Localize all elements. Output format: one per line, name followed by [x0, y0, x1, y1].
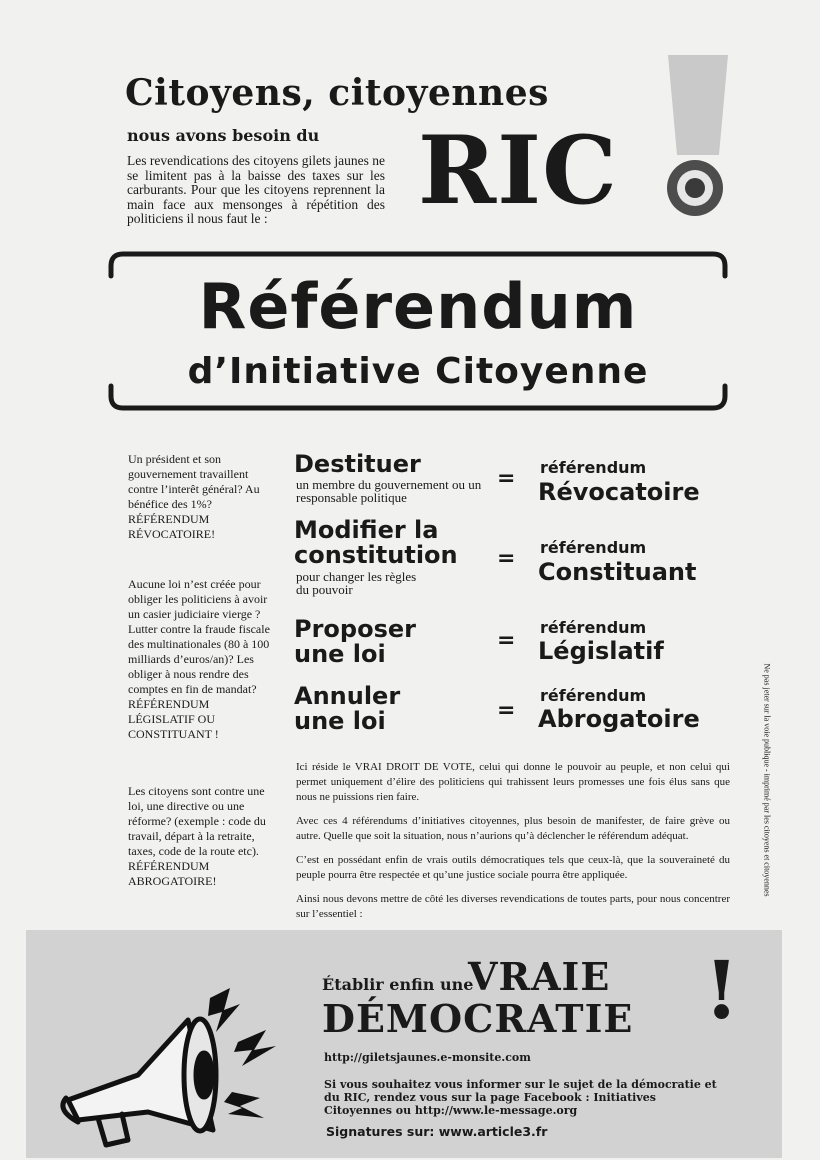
paragraph: Avec ces 4 référendums d’initiatives citoyennes, plus besoin de manifester, de faire grève ou autre. Quelle que soit la situation, nous n’aurions qu’à déclencher le référendum adéquat. — [296, 815, 730, 842]
subhead: nous avons besoin du — [127, 126, 320, 145]
banner-vraie: VRAIE — [468, 954, 611, 999]
vertical-note — [752, 650, 782, 910]
row-type-constituant: Constituant — [538, 558, 697, 586]
ric-title: RIC — [418, 116, 618, 226]
row-type-legislatif: Législatif — [538, 637, 664, 665]
row-detail-modifier: pour changer les règles du pouvoir — [296, 569, 417, 597]
signatures-link[interactable]: Signatures sur: www.article3.fr — [326, 1124, 548, 1139]
intro-text: Les revendications des citoyens gilets jaunes ne se limitent pas à la baisse des taxes sur les carburants. Pour que les citoyens reprennent la main face aux mensonges à répétition des politiciens il nous faut le : — [127, 153, 385, 226]
banner-lead-text: Établir enfin une — [322, 975, 474, 994]
paragraph: Ici réside le VRAI DROIT DE VOTE, celui qui donne le pouvoir au peuple, et non celui qui permet uniquement d’élire des politiciens qui trahissent leurs promesses une fois élus sans que nous ne puissions rien faire. — [296, 761, 730, 803]
row-ref-label: référendum — [540, 618, 647, 637]
equals-sign: = — [497, 628, 516, 653]
row-type-abrogatoire: Abrogatoire — [538, 705, 700, 733]
sidebar-block-legislatif: Aucune loi n’est créée pour obliger les politiciens à avoir un casier judiciaire vierge ? Lutter contre la fraude fiscale des multinationales (80 à 100 milliards d’euros/an)? Les obliger à nous rendre des comptes en fin de mandat? RÉFÉRENDUM LÉGISLATIF OU CONSTITUANT ! — [128, 577, 270, 741]
row-title-modifier: Modifier la constitution — [294, 516, 458, 569]
sidebar-block-revocatoire: Un président et son gouvernement travaillent contre l’interêt général? Au bénéfice des 1%? RÉFÉRENDUM RÉVOCATOIRE! — [128, 452, 260, 541]
exclamation-bar-icon — [668, 55, 728, 155]
referendum-subtitle: d’Initiative Citoyenne — [187, 351, 649, 392]
row-title-destituer: Destituer — [294, 450, 421, 478]
banner-exclamation: ! — [704, 943, 740, 1037]
website-link[interactable]: http://giletsjaunes.e-monsite.com — [324, 1051, 531, 1064]
target-icon — [667, 160, 723, 216]
referendum-title: Référendum — [198, 270, 638, 343]
row-title-annuler: Annuler une loi — [294, 682, 401, 735]
row-title-proposer: Proposer une loi — [294, 615, 416, 668]
row-ref-label: référendum — [540, 458, 647, 477]
megaphone-icon — [38, 980, 308, 1150]
row-type-revocatoire: Révocatoire — [538, 478, 700, 506]
row-detail-destituer: un membre du gouvernement ou un responsable politique — [296, 477, 482, 505]
vertical-note-text: Ne pas jeter sur la voie publique - imprimé par les citoyens et citoyennes — [762, 663, 772, 897]
row-ref-label: référendum — [540, 686, 647, 705]
row-ref-label: référendum — [540, 538, 647, 557]
paragraph: Ainsi nous devons mettre de côté les diverses revendications de toutes parts, pour nous concentrer sur l’essentiel : — [296, 893, 730, 920]
banner-democratie: DÉMOCRATIE — [322, 996, 634, 1041]
referendum-title-box — [107, 246, 729, 416]
equals-sign: = — [497, 698, 516, 723]
equals-sign: = — [497, 466, 516, 491]
headline: Citoyens, citoyennes — [125, 72, 549, 114]
info-text: Si vous souhaitez vous informer sur le sujet de la démocratie et du RIC, rendez vous sur la page Facebook : Initiatives Citoyennes ou http://www.le-message.org — [324, 1078, 717, 1117]
equals-sign: = — [497, 546, 516, 571]
paragraph: C’est en possédant enfin de vrais outils démocratiques tels que ceux-là, que la souveraineté du peuple pourra être respectée et qu’une justice sociale pourra être appliquée. — [296, 854, 730, 881]
explanation-text — [296, 760, 730, 931]
sidebar-block-abrogatoire: Les citoyens sont contre une loi, une directive ou une réforme? (exemple : code du travail, départ à la retraite, taxes, code de la route etc). RÉFÉRENDUM ABROGATOIRE! — [128, 784, 266, 888]
